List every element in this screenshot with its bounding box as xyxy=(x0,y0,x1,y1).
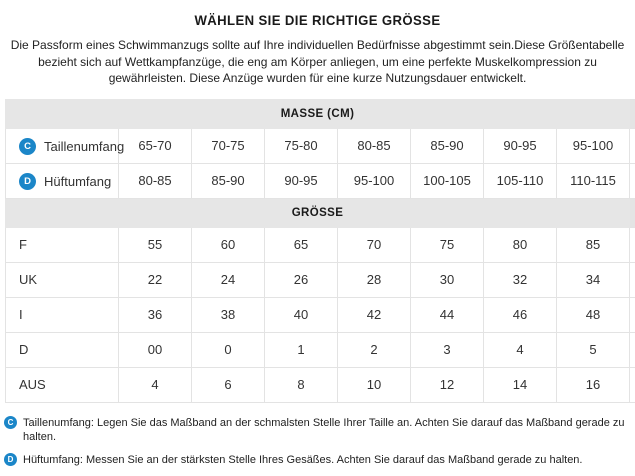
size-guide-page xyxy=(0,12,635,476)
row-label-cell xyxy=(6,163,119,198)
cell: 80-85 xyxy=(119,163,192,198)
cell: 85 xyxy=(557,227,630,262)
cell: 70 xyxy=(338,227,411,262)
measurement-notes xyxy=(4,416,635,467)
table-overflow-strip xyxy=(630,297,635,332)
cell: 80-85 xyxy=(338,128,411,163)
table-overflow-strip xyxy=(630,262,635,297)
cell: 65 xyxy=(265,227,338,262)
measure-point-d-icon: D xyxy=(19,173,36,190)
note-hueftumfang xyxy=(4,453,635,467)
row-label: Hüftumfang xyxy=(44,173,112,189)
cell: 28 xyxy=(338,262,411,297)
cell: 65-70 xyxy=(119,128,192,163)
cell: 12 xyxy=(411,367,484,402)
cell: 24 xyxy=(192,262,265,297)
cell: 26 xyxy=(265,262,338,297)
row-label: Taillenumfang xyxy=(44,138,125,154)
cell: 95-100 xyxy=(338,163,411,198)
cell: 34 xyxy=(557,262,630,297)
cell: 4 xyxy=(119,367,192,402)
cell: 30 xyxy=(411,262,484,297)
row-label: UK xyxy=(6,262,119,297)
cell: 40 xyxy=(265,297,338,332)
row-label: AUS xyxy=(6,367,119,402)
cell: 44 xyxy=(411,297,484,332)
cell: 2 xyxy=(338,332,411,367)
note-taillenumfang xyxy=(4,416,635,444)
cell: 32 xyxy=(484,262,557,297)
cell: 90-95 xyxy=(484,128,557,163)
cell: 85-90 xyxy=(411,128,484,163)
cell: 42 xyxy=(338,297,411,332)
row-label: F xyxy=(6,227,119,262)
cell: 1 xyxy=(265,332,338,367)
cell: 100-105 xyxy=(411,163,484,198)
note-text: Hüftumfang: Messen Sie an der stärksten Stelle Ihres Gesäßes. Achten Sie darauf das Maßband gerade zu halten. xyxy=(23,453,583,466)
cell: 4 xyxy=(484,332,557,367)
cell: 70-75 xyxy=(192,128,265,163)
cell: 22 xyxy=(119,262,192,297)
cell: 46 xyxy=(484,297,557,332)
cell: 0 xyxy=(192,332,265,367)
cell: 105-110 xyxy=(484,163,557,198)
measures-section-header: MASSE (CM) xyxy=(6,99,630,128)
table-overflow-strip xyxy=(630,367,635,402)
intro-text: Die Passform eines Schwimmanzugs sollte auf Ihre individuellen Bedürfnisse abgestimmt sein.Diese Größentabelle bezieht sich auf Wettkampfanzüge, die eng am Körper anliegen, um eine perfekte Muskelkompression zu gewährleisten. Diese Anzüge wurden für eine kurze Nutzungsdauer entwickelt. xyxy=(10,38,625,85)
cell: 16 xyxy=(557,367,630,402)
cell: 8 xyxy=(265,367,338,402)
row-label: I xyxy=(6,297,119,332)
cell: 3 xyxy=(411,332,484,367)
table-row-i xyxy=(6,297,635,332)
cell: 5 xyxy=(557,332,630,367)
cell: 14 xyxy=(484,367,557,402)
cell: 48 xyxy=(557,297,630,332)
cell: 38 xyxy=(192,297,265,332)
cell: 60 xyxy=(192,227,265,262)
table-overflow-strip xyxy=(630,198,635,227)
sizes-section-row xyxy=(6,198,635,227)
table-overflow-strip xyxy=(630,227,635,262)
table-row-uk xyxy=(6,262,635,297)
cell: 95-100 xyxy=(557,128,630,163)
page-title: WÄHLEN SIE DIE RICHTIGE GRÖSSE xyxy=(194,12,441,28)
table-overflow-strip xyxy=(630,128,635,163)
cell: 85-90 xyxy=(192,163,265,198)
table-row-aus xyxy=(6,367,635,402)
sizes-section-header: GRÖSSE xyxy=(6,198,630,227)
cell: 110-115 xyxy=(557,163,630,198)
table-row-d xyxy=(6,332,635,367)
table-overflow-strip xyxy=(630,99,635,128)
table-row-taillenumfang xyxy=(6,128,635,163)
cell: 00 xyxy=(119,332,192,367)
table-overflow-strip xyxy=(630,163,635,198)
size-chart-table xyxy=(5,99,635,403)
table-overflow-strip xyxy=(630,332,635,367)
measure-point-c-icon: C xyxy=(19,138,36,155)
table-row-f xyxy=(6,227,635,262)
cell: 90-95 xyxy=(265,163,338,198)
cell: 80 xyxy=(484,227,557,262)
cell: 75-80 xyxy=(265,128,338,163)
cell: 55 xyxy=(119,227,192,262)
cell: 75 xyxy=(411,227,484,262)
row-label-cell xyxy=(6,128,125,163)
row-label: D xyxy=(6,332,119,367)
cell: 36 xyxy=(119,297,192,332)
note-text: Taillenumfang: Legen Sie das Maßband an der schmalsten Stelle Ihrer Taille an. Achten Sie darauf das Maßband gerade zu halten. xyxy=(23,416,625,443)
measure-point-d-icon: D xyxy=(4,453,17,466)
measures-section-row xyxy=(6,99,635,128)
measure-point-c-icon: C xyxy=(4,416,17,429)
cell: 10 xyxy=(338,367,411,402)
cell: 6 xyxy=(192,367,265,402)
table-row-hueftumfang xyxy=(6,163,635,198)
